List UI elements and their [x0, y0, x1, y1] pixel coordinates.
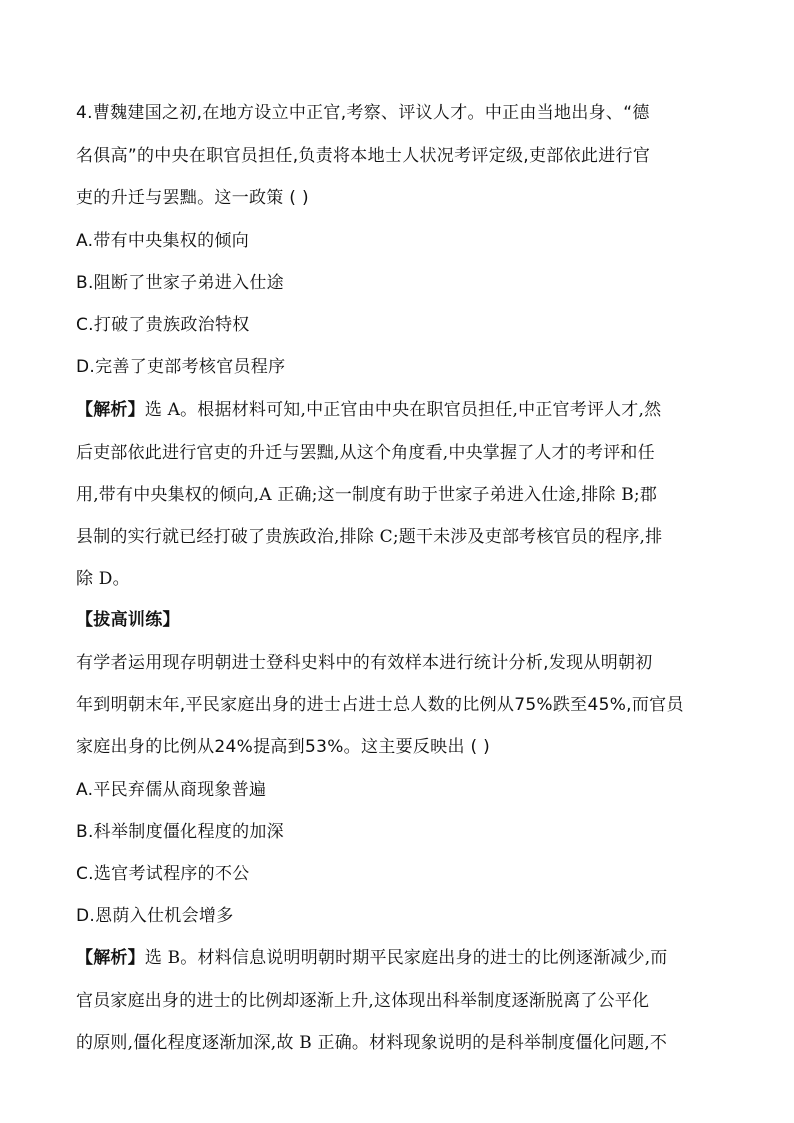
- q4-option-b: B.阻断了世家子弟进入仕途: [76, 273, 284, 293]
- q4-option-c: C.打破了贵族政治特权: [76, 315, 250, 335]
- q4-option-a: A.带有中央集权的倾向: [76, 231, 250, 251]
- q4-stem-line-2: 名俱高”的中央在职官员担任,负责将本地士人状况考评定级,吏部依此进行官: [76, 146, 651, 166]
- q4-analysis-line-4: 县制的实行就已经打破了贵族政治,排除 C;题干未涉及吏部考核官员的程序,排: [76, 527, 663, 547]
- q4-analysis-text-1: 选 A。根据材料可知,中正官由中央在职官员担任,中正官考评人才,然: [144, 400, 662, 420]
- qx-option-a: A.平民弃儒从商现象普遍: [76, 780, 267, 800]
- qx-option-d: D.恩荫入仕机会增多: [76, 906, 234, 926]
- qx-analysis-line-1: [76, 945, 718, 971]
- qx-stem-line-3: 家庭出身的比例从24%提高到53%。这主要反映出 ( ): [76, 737, 491, 757]
- q4-stem-line-1: 4.曹魏建国之初,在地方设立中正官,考察、评议人才。中正由当地出身、“德: [76, 103, 650, 123]
- q4-analysis-label: 【解析】: [76, 400, 145, 420]
- q4-analysis-line-2: 后吏部依此进行官吏的升迁与罢黜,从这个角度看,中央掌握了人才的考评和任: [76, 443, 655, 463]
- qx-stem-line-2: 年到明朝末年,平民家庭出身的进士占进士总人数的比例从75%跌至45%,而官员: [76, 695, 684, 715]
- qx-analysis-line-3: 的原则,僵化程度逐渐加深,故 B 正确。材料现象说明的是科举制度僵化问题,不: [76, 1033, 668, 1053]
- q4-stem-line-3: 吏的升迁与罢黜。这一政策 ( ): [76, 188, 309, 208]
- section-title: 【拔高训练】: [76, 610, 180, 630]
- qx-option-b: B.科举制度僵化程度的加深: [76, 822, 284, 842]
- qx-analysis-text-1: 选 B。材料信息说明明朝时期平民家庭出身的进士的比例逐渐减少,而: [144, 948, 668, 968]
- qx-analysis-line-2: 官员家庭出身的进士的比例却逐渐上升,这体现出科举制度逐渐脱离了公平化: [76, 991, 650, 1011]
- qx-stem-line-1: 有学者运用现存明朝进士登科史料中的有效样本进行统计分析,发现从明朝初: [76, 653, 653, 673]
- q4-option-d: D.完善了吏部考核官员程序: [76, 357, 286, 377]
- q4-analysis-line-3: 用,带有中央集权的倾向,A 正确;这一制度有助于世家子弟进入仕途,排除 B;郡: [76, 485, 658, 505]
- qx-analysis-label: 【解析】: [76, 948, 145, 968]
- q4-analysis-line-5: 除 D。: [76, 569, 130, 589]
- q4-analysis-line-1: [76, 397, 718, 423]
- qx-option-c: C.选官考试程序的不公: [76, 864, 250, 884]
